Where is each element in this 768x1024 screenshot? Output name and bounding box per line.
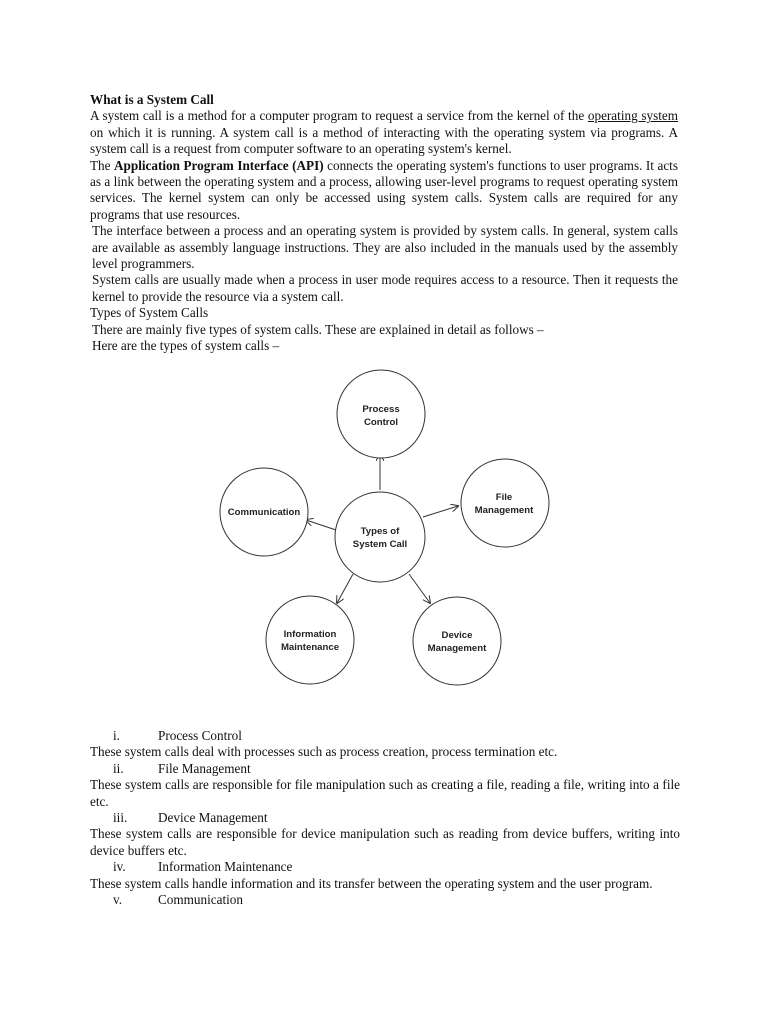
operating-system-link[interactable]: operating system: [587, 108, 679, 124]
intro-text-a: A system call is a method for a computer program to request a service from the kernel of the: [90, 108, 588, 124]
list-item-number: v.: [113, 892, 123, 907]
api-term: Application Program Interface (API): [114, 157, 324, 173]
arrow-to-file: [423, 506, 458, 517]
list-item-description: These system calls deal with processes such as process creation, process termination etc.: [90, 744, 558, 760]
list-item: [90, 761, 680, 777]
paragraph-user-mode: System calls are usually made when a process in user mode requires access to a resource. Then it requests the kernel to provide the resource via a system call.: [92, 272, 678, 304]
node-file-management: [461, 459, 549, 547]
list-item-label: Communication: [158, 892, 243, 907]
arrow-to-comm: [306, 520, 336, 530]
label-device-1: Device: [441, 630, 473, 641]
paragraph-here-are: Here are the types of system calls –: [92, 338, 280, 354]
label-file-1: File: [495, 492, 513, 503]
list-item: [90, 892, 680, 908]
list-item-label: Device Management: [158, 810, 268, 825]
intro-text-b: on which it is running. A system call is a method of interacting with the operating system via programs. A system call is a request from computer software to an operating system's kernel.: [90, 124, 678, 157]
list-item: [90, 810, 680, 826]
paragraph-interface: The interface between a process and an operating system is provided by system calls. In general, system calls are available as assembly language instructions. They are also included in the manuals used by the assembly level programmers.: [92, 223, 678, 272]
arrow-to-device: [409, 574, 430, 603]
api-text-b: connects the operating system's functions to user programs. It acts as a link between the operating system and a process, allowing user-level programs to request operating system services. The kernel system can only be accessed using system calls. System calls are required for any programs that use resources.: [90, 157, 678, 222]
node-types-center: [335, 492, 425, 582]
list-item: [90, 728, 680, 744]
page-title: What is a System Call: [90, 92, 214, 107]
node-information-maintenance: [266, 596, 354, 684]
api-text-a: The: [90, 157, 115, 173]
label-file-2: Management: [474, 505, 534, 516]
system-call-types-diagram: [210, 362, 560, 692]
label-info-1: Information: [283, 629, 337, 640]
list-item-number: i.: [113, 728, 120, 743]
list-item-number: iv.: [113, 859, 126, 875]
list-item-description: These system calls are responsible for file manipulation such as creating a file, reading a file, writing into a file etc.: [90, 777, 680, 809]
list-item-label: Process Control: [158, 728, 242, 743]
paragraph-intro: [90, 108, 678, 157]
label-info-2: Maintenance: [280, 642, 340, 653]
types-heading: Types of System Calls: [90, 305, 209, 321]
label-process-1: Process: [362, 404, 400, 415]
document-body: [90, 92, 678, 355]
types-list: [90, 728, 680, 908]
list-item-label: Information Maintenance: [158, 859, 293, 875]
list-item-description: These system calls handle information and its transfer between the operating system and the user program.: [90, 875, 653, 891]
node-device-management: [413, 597, 501, 685]
label-center-2: System Call: [352, 539, 408, 550]
arrow-to-info: [337, 574, 353, 603]
list-item-label: File Management: [158, 760, 251, 776]
label-center-1: Types of: [360, 526, 400, 537]
paragraph-five-types: There are mainly five types of system calls. These are explained in detail as follows –: [92, 321, 544, 337]
list-item-description: These system calls are responsible for device manipulation such as reading from device buffers, writing into device buffers etc.: [90, 826, 680, 858]
list-item: [90, 859, 680, 875]
label-process-2: Control: [363, 417, 399, 428]
paragraph-api: [90, 158, 678, 224]
list-item-number: iii.: [113, 810, 128, 825]
label-comm: Communication: [227, 507, 301, 518]
list-item-number: ii.: [113, 760, 124, 776]
label-device-2: Management: [427, 643, 487, 654]
